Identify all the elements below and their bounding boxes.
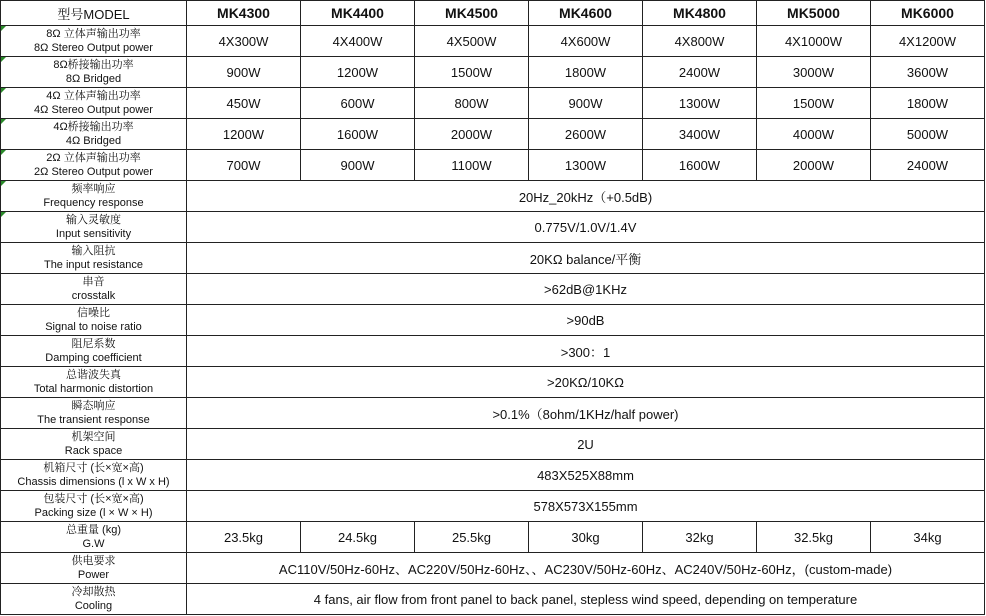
spec-value: 1200W xyxy=(301,57,415,88)
spec-value: 2600W xyxy=(529,119,643,150)
spec-value: 1800W xyxy=(871,88,985,119)
spec-value: 30kg xyxy=(529,522,643,553)
spec-row xyxy=(1,305,985,336)
spec-value: 34kg xyxy=(871,522,985,553)
spec-label xyxy=(1,367,187,398)
spec-row xyxy=(1,336,985,367)
spec-value: 900W xyxy=(529,88,643,119)
spec-row xyxy=(1,398,985,429)
spec-value-shared: 20Hz_20kHz（+0.5dB) xyxy=(187,181,985,212)
spec-row xyxy=(1,553,985,584)
spec-row xyxy=(1,26,985,57)
model-name: MK5000 xyxy=(757,1,871,26)
spec-label-en: Cooling xyxy=(74,600,113,612)
spec-value: 1100W xyxy=(415,150,529,181)
spec-label-en: Rack space xyxy=(64,445,123,457)
spec-value: 1200W xyxy=(187,119,301,150)
model-header-label: 型号MODEL xyxy=(1,1,187,26)
spec-label xyxy=(1,305,187,336)
spec-value-shared: 2U xyxy=(187,429,985,460)
spec-label xyxy=(1,150,187,181)
spec-label-zh: 阻尼系数 xyxy=(71,338,116,350)
spec-value: 2000W xyxy=(757,150,871,181)
spec-value: 3400W xyxy=(643,119,757,150)
spec-value-shared: 20KΩ balance/平衡 xyxy=(187,243,985,274)
spec-value: 3000W xyxy=(757,57,871,88)
spec-label-en: 8Ω Bridged xyxy=(65,73,122,85)
spec-label-zh: 机箱尺寸 (长×宽×高) xyxy=(43,462,144,474)
spec-row xyxy=(1,584,985,615)
spec-value: 4X400W xyxy=(301,26,415,57)
spec-value: 1300W xyxy=(529,150,643,181)
spec-value-shared: >90dB xyxy=(187,305,985,336)
spec-value-shared: AC110V/50Hz-60Hz、AC220V/50Hz-60Hz、、AC230V/50Hz-60Hz、AC240V/50Hz-60Hz，(custom-made) xyxy=(187,553,985,584)
spec-label xyxy=(1,553,187,584)
spec-value: 25.5kg xyxy=(415,522,529,553)
spec-row xyxy=(1,367,985,398)
spec-label xyxy=(1,491,187,522)
spec-value: 4X500W xyxy=(415,26,529,57)
spec-label xyxy=(1,336,187,367)
spec-label-zh: 机架空间 xyxy=(71,431,116,443)
spec-value: 4X1000W xyxy=(757,26,871,57)
spec-label-en: 4Ω Stereo Output power xyxy=(34,104,153,116)
spec-label-zh: 输入阻抗 xyxy=(71,245,116,257)
spec-label-en: Signal to noise ratio xyxy=(45,321,142,333)
spec-row xyxy=(1,57,985,88)
spec-row xyxy=(1,491,985,522)
spec-value: 23.5kg xyxy=(187,522,301,553)
spec-label-zh: 信噪比 xyxy=(77,307,110,319)
spec-label-en: G.W xyxy=(82,538,105,550)
spec-value-shared: 483X525X88mm xyxy=(187,460,985,491)
spec-row xyxy=(1,88,985,119)
header-row xyxy=(1,1,985,26)
spec-row xyxy=(1,181,985,212)
spec-value: 450W xyxy=(187,88,301,119)
model-name: MK4300 xyxy=(187,1,301,26)
spec-label-en: 4Ω Bridged xyxy=(65,135,122,147)
cell-marker-icon xyxy=(1,150,6,155)
spec-row xyxy=(1,522,985,553)
spec-label-en: The input resistance xyxy=(43,259,144,271)
spec-label-en: 2Ω Stereo Output power xyxy=(34,166,153,178)
spec-value: 900W xyxy=(187,57,301,88)
spec-row xyxy=(1,243,985,274)
spec-label-zh: 8Ω桥接输出功率 xyxy=(53,59,134,71)
model-name: MK4500 xyxy=(415,1,529,26)
spec-label-zh: 8Ω 立体声输出功率 xyxy=(46,28,141,40)
spec-label xyxy=(1,57,187,88)
model-name: MK4800 xyxy=(643,1,757,26)
spec-label xyxy=(1,88,187,119)
spec-label-en: Total harmonic distortion xyxy=(33,383,154,395)
spec-label xyxy=(1,522,187,553)
spec-label-zh: 瞬态响应 xyxy=(71,400,116,412)
spec-label-en: crosstalk xyxy=(71,290,116,302)
spec-value: 1300W xyxy=(643,88,757,119)
spec-value: 5000W xyxy=(871,119,985,150)
spec-label-zh: 4Ω桥接输出功率 xyxy=(53,121,134,133)
cell-marker-icon xyxy=(1,181,6,186)
spec-value: 2400W xyxy=(643,57,757,88)
spec-value-shared: 578X573X155mm xyxy=(187,491,985,522)
spec-row xyxy=(1,274,985,305)
spec-value: 1800W xyxy=(529,57,643,88)
spec-row xyxy=(1,119,985,150)
spec-label-en: The transient response xyxy=(37,414,150,426)
spec-value: 2000W xyxy=(415,119,529,150)
spec-label xyxy=(1,584,187,615)
spec-label-zh: 4Ω 立体声输出功率 xyxy=(46,90,141,102)
spec-label-en: Power xyxy=(77,569,110,581)
spec-value: 32.5kg xyxy=(757,522,871,553)
spec-label-en: Input sensitivity xyxy=(55,228,132,240)
cell-marker-icon xyxy=(1,26,6,31)
spec-value: 4X300W xyxy=(187,26,301,57)
spec-label-en: Packing size (l × W × H) xyxy=(34,507,153,519)
model-name: MK4400 xyxy=(301,1,415,26)
spec-value: 3600W xyxy=(871,57,985,88)
spec-label-zh: 频率响应 xyxy=(71,183,116,195)
spec-label-zh: 串音 xyxy=(82,276,105,288)
spec-value: 4X1200W xyxy=(871,26,985,57)
spec-label-en: Chassis dimensions (l x W x H) xyxy=(17,476,170,488)
model-name: MK6000 xyxy=(871,1,985,26)
spec-value: 800W xyxy=(415,88,529,119)
spec-value: 1500W xyxy=(757,88,871,119)
spec-value-shared: >62dB@1KHz xyxy=(187,274,985,305)
spec-value: 600W xyxy=(301,88,415,119)
spec-value-shared: 4 fans, air flow from front panel to back panel, stepless wind speed, depending on temperature xyxy=(187,584,985,615)
spec-label-zh: 输入灵敏度 xyxy=(66,214,121,226)
spec-label-zh: 2Ω 立体声输出功率 xyxy=(46,152,141,164)
spec-label-en: 8Ω Stereo Output power xyxy=(34,42,153,54)
spec-label-en: Damping coefficient xyxy=(45,352,142,364)
cell-marker-icon xyxy=(1,88,6,93)
spec-label xyxy=(1,460,187,491)
spec-label-en: Frequency response xyxy=(43,197,144,209)
spec-value-shared: 0.775V/1.0V/1.4V xyxy=(187,212,985,243)
spec-value: 900W xyxy=(301,150,415,181)
spec-label-zh: 总重量 (kg) xyxy=(66,524,121,536)
spec-row xyxy=(1,429,985,460)
spec-value: 2400W xyxy=(871,150,985,181)
spec-label xyxy=(1,26,187,57)
spec-value: 700W xyxy=(187,150,301,181)
spec-label xyxy=(1,119,187,150)
spec-label xyxy=(1,398,187,429)
spec-value: 32kg xyxy=(643,522,757,553)
cell-marker-icon xyxy=(1,57,6,62)
spec-value-shared: >20KΩ/10KΩ xyxy=(187,367,985,398)
spec-label-zh: 总谐波失真 xyxy=(66,369,121,381)
spec-row xyxy=(1,150,985,181)
spec-value: 1600W xyxy=(643,150,757,181)
spec-label xyxy=(1,212,187,243)
spec-value-shared: >300：1 xyxy=(187,336,985,367)
spec-row xyxy=(1,212,985,243)
spec-label xyxy=(1,429,187,460)
spec-value: 4X800W xyxy=(643,26,757,57)
spec-label-zh: 包装尺寸 (长×宽×高) xyxy=(43,493,144,505)
spec-label xyxy=(1,181,187,212)
model-name: MK4600 xyxy=(529,1,643,26)
spec-value: 1600W xyxy=(301,119,415,150)
spec-value: 1500W xyxy=(415,57,529,88)
spec-label-zh: 冷却散热 xyxy=(71,586,116,598)
spec-label xyxy=(1,274,187,305)
cell-marker-icon xyxy=(1,212,6,217)
spec-value: 24.5kg xyxy=(301,522,415,553)
spec-row xyxy=(1,460,985,491)
spec-label-zh: 供电要求 xyxy=(71,555,116,567)
cell-marker-icon xyxy=(1,119,6,124)
spec-value: 4000W xyxy=(757,119,871,150)
spec-value: 4X600W xyxy=(529,26,643,57)
spec-value-shared: >0.1%（8ohm/1KHz/half power) xyxy=(187,398,985,429)
spec-label xyxy=(1,243,187,274)
